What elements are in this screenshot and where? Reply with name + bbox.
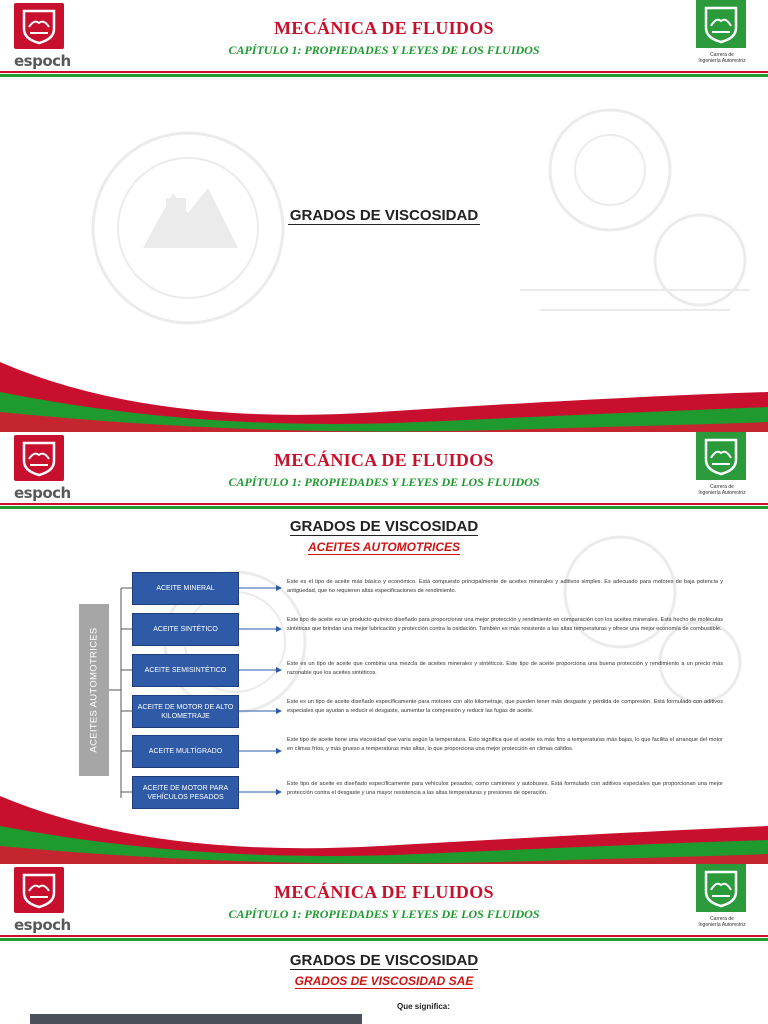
seal-watermark	[88, 98, 288, 358]
slide-2	[0, 432, 768, 864]
career-shield-icon	[702, 4, 740, 44]
career-line-2: Ingeniería Automotriz	[698, 58, 746, 64]
career-shield-icon	[702, 868, 740, 908]
career-logo	[696, 0, 746, 48]
category-description: Este tipo de aceite es diseñado específicamente para vehículos pesados, como camiones y autobuses. Está formulado con aditivos especiales que proporcionan una mejor protección contra el desgaste y una mayor resistencia a las altas temperaturas y presiones de operación.	[287, 781, 723, 796]
category-root-label: ACEITES AUTOMOTRICES	[88, 627, 100, 753]
category-box: ACEITE SINTÉTICO	[132, 613, 239, 646]
category-box: ACEITE MINERAL	[132, 572, 239, 605]
slide-subheading	[0, 974, 768, 988]
header-divider-green	[0, 74, 768, 77]
course-title: MECÁNICA DE FLUIDOS	[274, 882, 494, 902]
career-logo	[696, 864, 746, 912]
slide-heading-text: GRADOS DE VISCOSIDAD	[289, 518, 479, 535]
category-description: Este es el tipo de aceite más básico y económico. Está compuesto principalmente de aceites minerales y aditivos simples. Es adecuado para motores de baja potencia y antigüedad, que no requieren altas especificaciones de rendimiento.	[287, 579, 723, 594]
question-label: Que significa:	[397, 1002, 450, 1011]
slide-subheading-text: GRADOS DE VISCOSIDAD SAE	[294, 974, 474, 988]
career-line-1: Carrera de	[710, 916, 734, 922]
category-box: ACEITE DE MOTOR PARA VEHÍCULOS PESADOS	[132, 776, 239, 809]
slide-heading	[0, 207, 768, 224]
brand-name: espoch	[14, 484, 71, 502]
course-title: MECÁNICA DE FLUIDOS	[274, 450, 494, 470]
category-box: ACEITE SEMISINTÉTICO	[132, 654, 239, 687]
career-line-1: Carrera de	[710, 52, 734, 58]
brand-name: espoch	[14, 52, 71, 70]
arrows	[239, 588, 281, 792]
category-description: Este tipo de aceite es un producto químico diseñado para proporcionar una mejor protección y rendimiento en comparación con los aceites minerales. Está hecho de moléculas sintéticas que brindan una mejor lubricación y protección contra la oxidación. También es más resistente a las altas temperaturas y ofrece una mejor economía de combustible.	[287, 617, 723, 632]
slide-1	[0, 0, 768, 432]
slide-header	[0, 864, 768, 942]
slide-subheading-text: ACEITES AUTOMOTRICES	[307, 540, 460, 554]
career-name	[682, 52, 762, 64]
content-box	[30, 1014, 362, 1024]
slide-heading-text: GRADOS DE VISCOSIDAD	[289, 952, 479, 969]
career-line-2: Ingeniería Automotriz	[698, 922, 746, 928]
career-line-1: Carrera de	[710, 484, 734, 490]
brand-name: espoch	[14, 916, 71, 934]
header-divider-green	[0, 938, 768, 941]
chapter-title: CAPÍTULO 1: PROPIEDADES Y LEYES DE LOS FLUIDOS	[228, 907, 540, 921]
category-description: Este es un tipo de aceite que combina una mezcla de aceites minerales y sintéticos. Este tipo de aceite proporciona una buena protección y rendimiento a un precio más razonable que los aceites sintéticos.	[287, 661, 723, 676]
category-box: ACEITE MULTÍGRADO	[132, 735, 239, 768]
slide-heading-text: GRADOS DE VISCOSIDAD	[289, 207, 479, 224]
career-name	[682, 916, 762, 928]
header-divider-red	[0, 935, 768, 937]
chapter-title: CAPÍTULO 1: PROPIEDADES Y LEYES DE LOS FLUIDOS	[228, 43, 540, 57]
course-title: MECÁNICA DE FLUIDOS	[274, 18, 494, 38]
tree-lines	[109, 588, 132, 798]
category-box: ACEITE DE MOTOR DE ALTO KILOMETRAJE	[132, 695, 239, 728]
category-description: Este tipo de aceite tiene una viscosidad que varía según la temperatura. Esto significa que el aceite es más fino a temperaturas más bajas, lo que facilita el arranque del motor en climas fríos, y más grueso a temperaturas más altas, lo que proporciona una mejor protección en climas cálidos.	[287, 737, 723, 752]
slide-3	[0, 864, 768, 1024]
bottom-waves	[0, 784, 768, 864]
category-description: Este es un tipo de aceite diseñado específicamente para motores con alto kilometraje, que pueden tener más desgaste y pérdida de compresión. Está formulado con aditivos especiales que ayudan a reducir el desgaste, aumentar la compresión y reducir las fugas de aceite.	[287, 699, 723, 714]
slide-header	[0, 0, 768, 78]
bottom-waves	[0, 352, 768, 432]
slide-heading	[0, 952, 768, 969]
chapter-title: CAPÍTULO 1: PROPIEDADES Y LEYES DE LOS FLUIDOS	[228, 475, 540, 489]
header-divider-red	[0, 71, 768, 73]
career-line-2: Ingeniería Automotriz	[698, 490, 746, 496]
